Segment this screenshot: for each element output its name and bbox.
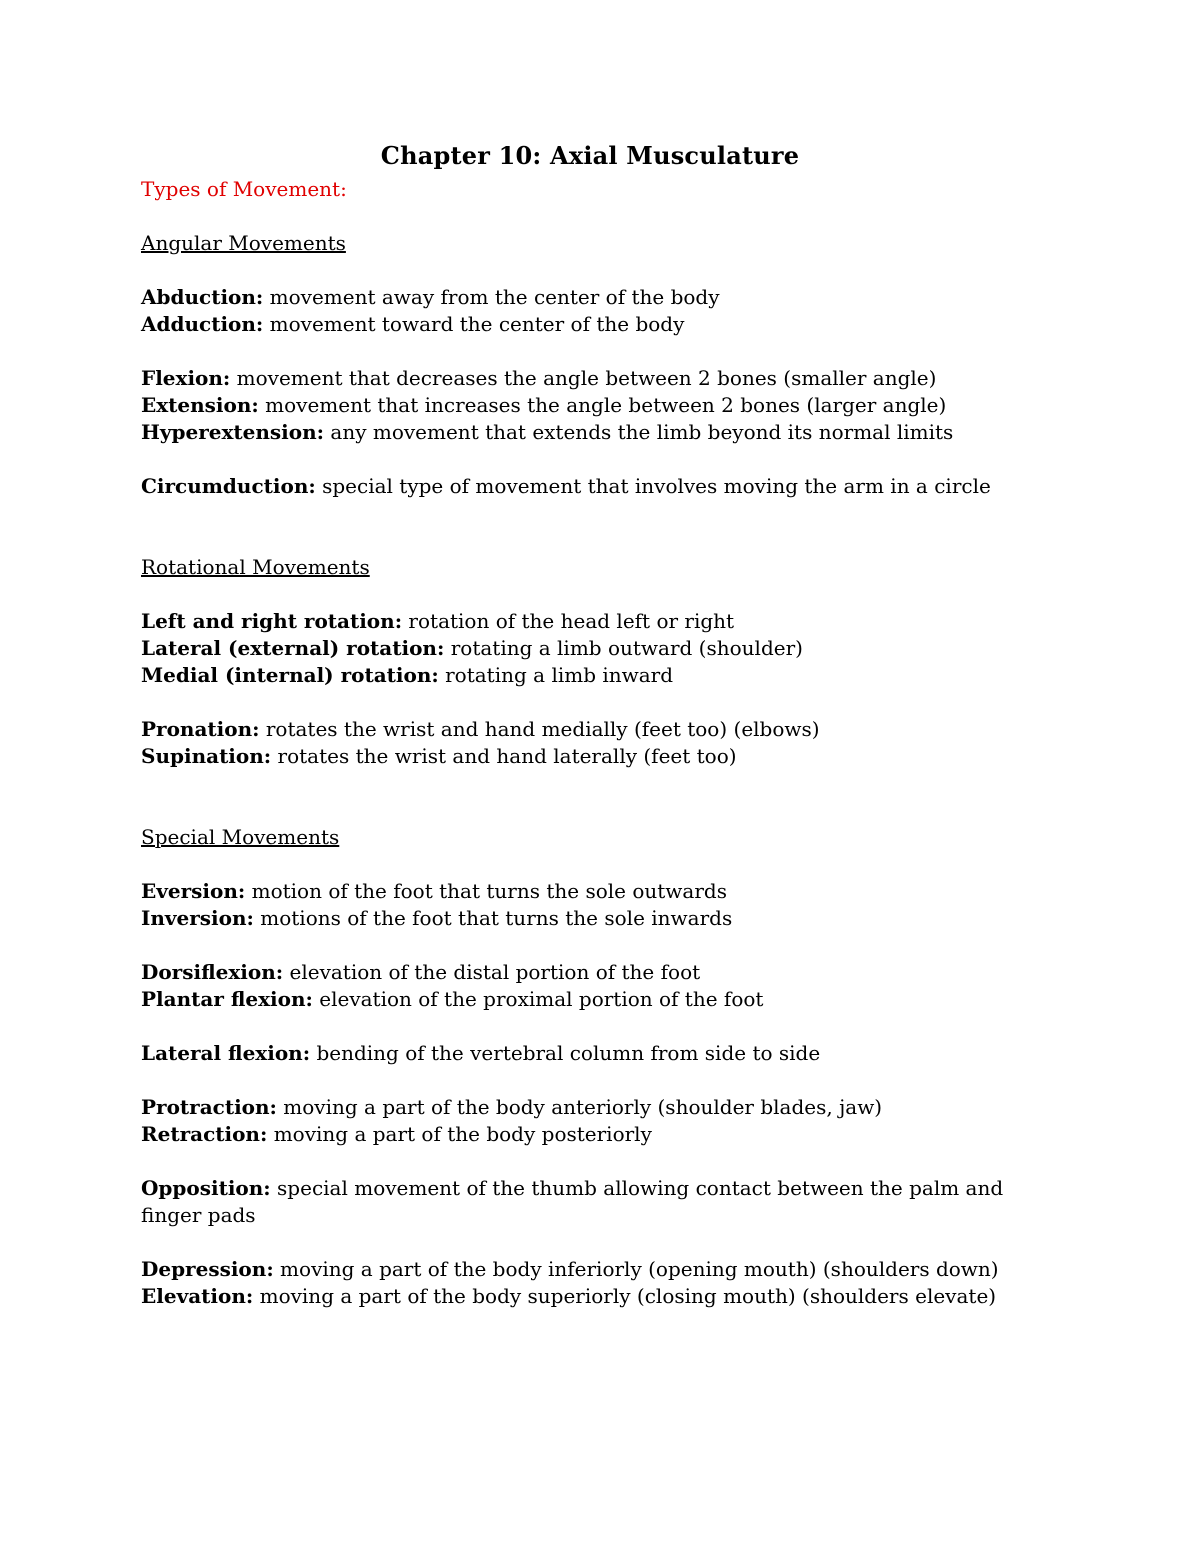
definition-line: [141, 959, 1041, 986]
spacer: [141, 500, 1041, 554]
definition-term: Abduction:: [141, 285, 264, 309]
spacer: [141, 1013, 1041, 1040]
definition-term: Circumduction:: [141, 474, 316, 498]
spacer: [141, 446, 1041, 473]
spacer: [141, 851, 1041, 878]
definition-line: [141, 1175, 1041, 1229]
definition-group: [141, 608, 1041, 689]
section: [141, 554, 1041, 770]
definition-term: Depression:: [141, 1257, 274, 1281]
definition-text: motion of the foot that turns the sole outwards: [245, 879, 727, 903]
definition-text: rotating a limb inward: [438, 663, 674, 687]
spacer: [141, 1148, 1041, 1175]
document-page: [141, 136, 1041, 1310]
definition-text: rotating a limb outward (shoulder): [444, 636, 803, 660]
definition-term: Lateral flexion:: [141, 1041, 311, 1065]
definition-text: rotates the wrist and hand laterally (feet too): [271, 744, 737, 768]
section-heading: Special Movements: [141, 825, 340, 849]
definition-text: moving a part of the body posteriorly: [267, 1122, 652, 1146]
definition-group: [141, 959, 1041, 1013]
definition-text: any movement that extends the limb beyond its normal limits: [324, 420, 954, 444]
definition-line: [141, 473, 1041, 500]
definition-line: [141, 1094, 1041, 1121]
definition-line: [141, 716, 1041, 743]
definition-line: [141, 419, 1041, 446]
definition-term: Pronation:: [141, 717, 260, 741]
definition-term: Protraction:: [141, 1095, 277, 1119]
spacer: [141, 338, 1041, 365]
definition-line: [141, 635, 1041, 662]
definition-text: special movement of the thumb allowing contact between the palm and finger pads: [141, 1176, 1010, 1227]
definition-text: special type of movement that involves moving the arm in a circle: [315, 474, 991, 498]
definition-line: [141, 392, 1041, 419]
section-heading: Rotational Movements: [141, 555, 370, 579]
definition-term: Adduction:: [141, 312, 264, 336]
definition-term: Opposition:: [141, 1176, 271, 1200]
definition-term: Flexion:: [141, 366, 231, 390]
definition-line: [141, 284, 1041, 311]
definition-text: motions of the foot that turns the sole inwards: [253, 906, 733, 930]
definition-group: [141, 473, 1041, 500]
definition-group: [141, 1094, 1041, 1148]
definition-line: [141, 743, 1041, 770]
definition-text: rotation of the head left or right: [402, 609, 735, 633]
spacer: [141, 932, 1041, 959]
definition-group: [141, 1040, 1041, 1067]
definition-line: [141, 905, 1041, 932]
definition-line: [141, 365, 1041, 392]
definition-term: Extension:: [141, 393, 259, 417]
definition-line: [141, 986, 1041, 1013]
section: [141, 230, 1041, 500]
definition-term: Elevation:: [141, 1284, 254, 1308]
definition-text: movement toward the center of the body: [263, 312, 685, 336]
definition-term: Supination:: [141, 744, 272, 768]
section: [141, 824, 1041, 1310]
definition-text: moving a part of the body inferiorly (opening mouth) (shoulders down): [273, 1257, 999, 1281]
definition-line: [141, 1040, 1041, 1067]
definition-term: Inversion:: [141, 906, 254, 930]
definition-group: [141, 284, 1041, 338]
definition-line: [141, 662, 1041, 689]
definition-text: moving a part of the body superiorly (closing mouth) (shoulders elevate): [253, 1284, 997, 1308]
spacer: [141, 1067, 1041, 1094]
definition-term: Left and right rotation:: [141, 609, 403, 633]
definition-text: rotates the wrist and hand medially (feet too) (elbows): [259, 717, 820, 741]
page-subtitle: Types of Movement:: [141, 177, 347, 201]
definition-line: [141, 878, 1041, 905]
definition-group: [141, 878, 1041, 932]
definition-term: Dorsiflexion:: [141, 960, 284, 984]
definition-text: elevation of the proximal portion of the foot: [312, 987, 764, 1011]
definition-text: movement away from the center of the body: [263, 285, 720, 309]
definition-term: Lateral (external) rotation:: [141, 636, 445, 660]
definition-text: moving a part of the body anteriorly (shoulder blades, jaw): [276, 1095, 883, 1119]
definition-text: movement that increases the angle between 2 bones (larger angle): [258, 393, 947, 417]
definition-group: [141, 1175, 1041, 1229]
page-title: Chapter 10: Axial Musculature: [380, 141, 800, 170]
definition-line: [141, 1283, 1041, 1310]
spacer: [141, 257, 1041, 284]
definition-term: Plantar flexion:: [141, 987, 313, 1011]
definition-group: [141, 365, 1041, 446]
definition-text: elevation of the distal portion of the foot: [283, 960, 701, 984]
spacer: [141, 203, 1041, 230]
definition-group: [141, 716, 1041, 770]
sections-container: [141, 230, 1041, 1310]
section-heading: Angular Movements: [141, 231, 346, 255]
definition-term: Medial (internal) rotation:: [141, 663, 439, 687]
spacer: [141, 689, 1041, 716]
definition-line: [141, 608, 1041, 635]
spacer: [141, 1229, 1041, 1256]
definition-group: [141, 1256, 1041, 1310]
spacer: [141, 770, 1041, 824]
definition-term: Eversion:: [141, 879, 246, 903]
definition-term: Retraction:: [141, 1122, 268, 1146]
definition-line: [141, 311, 1041, 338]
definition-line: [141, 1121, 1041, 1148]
definition-term: Hyperextension:: [141, 420, 325, 444]
spacer: [141, 581, 1041, 608]
definition-text: bending of the vertebral column from side to side: [310, 1041, 821, 1065]
definition-line: [141, 1256, 1041, 1283]
definition-text: movement that decreases the angle between 2 bones (smaller angle): [230, 366, 937, 390]
